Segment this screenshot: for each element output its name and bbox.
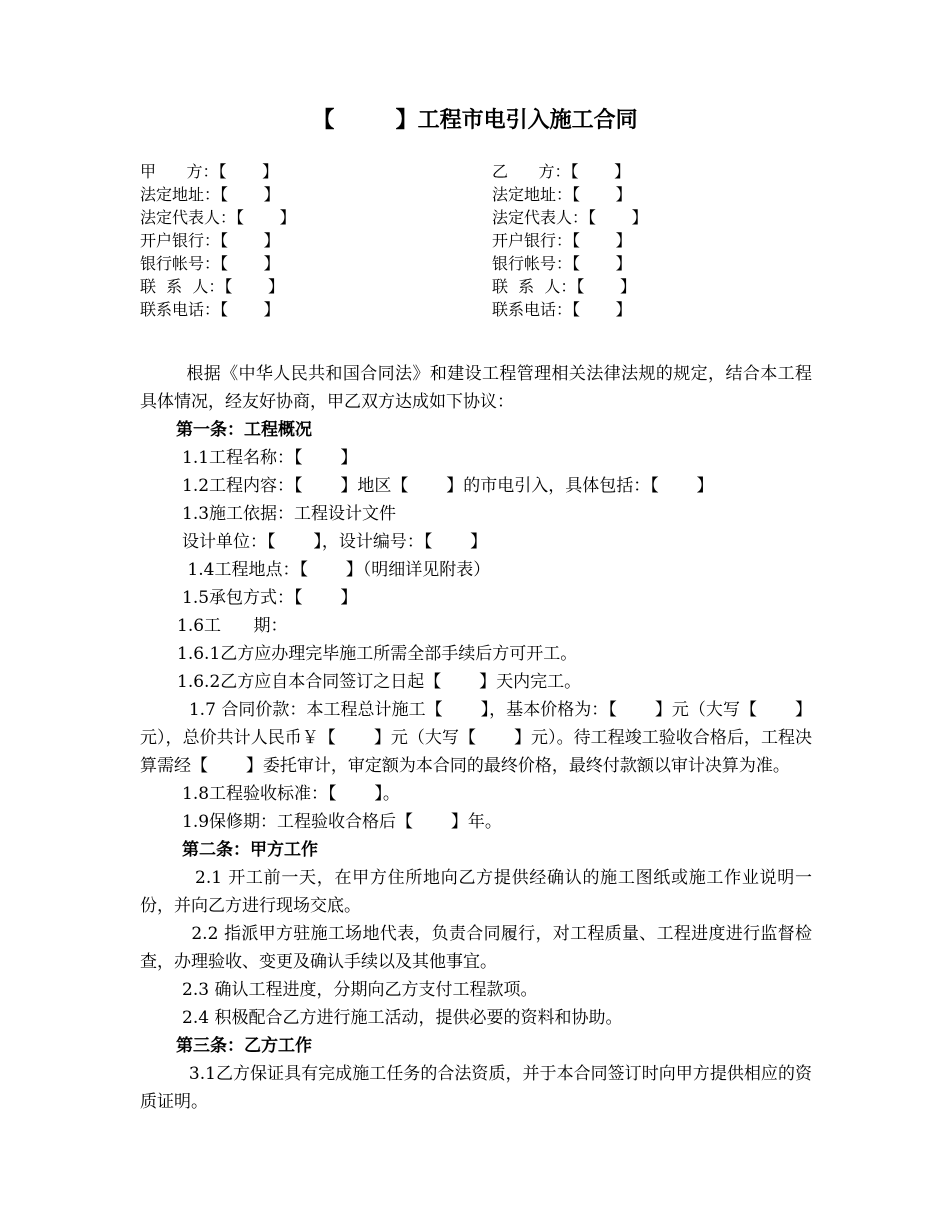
- party-a-phone: 联系电话：【 】: [140, 300, 280, 319]
- clause-1-1: 1.1工程名称：【 】: [182, 448, 358, 468]
- party-a-address: 法定地址：【 】: [140, 185, 280, 204]
- clause-1-6-2: 1.6.2乙方应自本合同签订之日起【 】天内完工。: [177, 672, 582, 692]
- article-2-heading: 第二条：甲方工作: [182, 840, 318, 860]
- article-1-heading: 第一条：工程概况: [176, 420, 312, 440]
- party-b-address: 法定地址：【 】: [492, 185, 632, 204]
- party-b-bank: 开户银行：【 】: [492, 231, 632, 250]
- clause-1-6-1: 1.6.1乙方应办理完毕施工所需全部手续后方可开工。: [177, 644, 578, 664]
- document-title: 【 】工程市电引入施工合同: [312, 108, 638, 133]
- party-b-block: [492, 160, 852, 321]
- clause-1-7: 1.7 合同价款：本工程总计施工【 】，基本价格为：【 】元（大写【 】元），总价共计人民币￥【 】元（大写【 】元）。待工程竣工验收合格后，工程决算需经【 】委托审计，审定额为本合同的最终价格，最终付款额以审计决算为准。: [140, 700, 812, 776]
- party-a-account: 银行帐号：【 】: [140, 254, 280, 273]
- party-a-name: 甲 方：【 】: [140, 162, 279, 181]
- contract-body: [140, 360, 812, 1116]
- clause-1-4: 1.4工程地点：【 】（明细详见附表）: [182, 560, 491, 580]
- clause-1-2: 1.2工程内容：【 】地区【 】的市电引入，具体包括：【 】: [182, 476, 714, 496]
- clause-1-5: 1.5承包方式：【 】: [182, 588, 358, 608]
- clause-1-8: 1.8工程验收标准：【 】。: [182, 784, 400, 804]
- article-3-heading: 第三条：乙方工作: [176, 1036, 312, 1056]
- party-b-name: 乙 方：【 】: [492, 162, 631, 181]
- clause-1-3-design: 设计单位：【 】，设计编号：【 】: [182, 532, 488, 552]
- party-b-contact: 联 系 人：【 】: [492, 277, 636, 296]
- clause-1-9: 1.9保修期：工程验收合格后【 】年。: [182, 812, 502, 832]
- clause-2-3: 2.3 确认工程进度，分期向乙方支付工程款项。: [182, 980, 538, 1000]
- clause-2-4: 2.4 积极配合乙方进行施工活动，提供必要的资料和协助。: [182, 1008, 623, 1028]
- party-a-bank: 开户银行：【 】: [140, 231, 280, 250]
- clause-3-1: 3.1乙方保证具有完成施工任务的合法资质，并于本合同签订时向甲方提供相应的资质证明。: [140, 1064, 812, 1112]
- party-b-phone: 联系电话：【 】: [492, 300, 632, 319]
- clause-2-2: 2.2 指派甲方驻施工场地代表，负责合同履行，对工程质量、工程进度进行监督检查，办理验收、变更及确认手续以及其他事宜。: [140, 924, 812, 972]
- clause-1-6: 1.6工 期：: [177, 616, 288, 636]
- party-a-block: [140, 160, 500, 321]
- party-b-account: 银行帐号：【 】: [492, 254, 632, 273]
- party-a-contact: 联 系 人：【 】: [140, 277, 284, 296]
- party-a-representative: 法定代表人：【 】: [140, 208, 296, 227]
- party-b-representative: 法定代表人：【 】: [492, 208, 648, 227]
- clause-2-1: 2.1 开工前一天，在甲方住所地向乙方提供经确认的施工图纸或施工作业说明一份，并向乙方进行现场交底。: [140, 868, 812, 916]
- clause-1-3: 1.3施工依据：工程设计文件: [182, 504, 397, 524]
- intro-paragraph: 根据《中华人民共和国合同法》和建设工程管理相关法律法规的规定，结合本工程具体情况，经友好协商，甲乙双方达成如下协议：: [140, 364, 813, 412]
